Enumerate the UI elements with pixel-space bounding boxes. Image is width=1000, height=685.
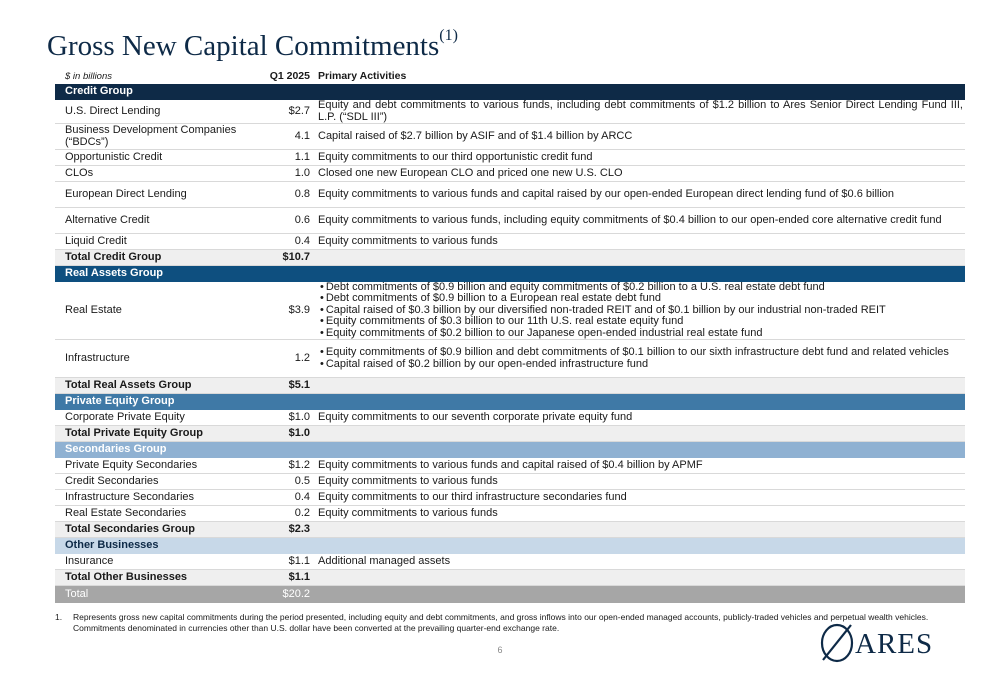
bullet-list — [318, 347, 963, 370]
table-row: European Direct Lending 0.8 Equity commitments to various funds and capital raised by our open-ended European direct lending fund of $0.6 billion — [55, 182, 965, 208]
table-row: Credit Secondaries 0.5 Equity commitments to various funds — [55, 474, 965, 490]
capital-commitments-table — [55, 70, 965, 603]
bullet-item: • Capital raised of $0.3 billion by our diversified non-traded REIT and of $0.1 billion by our industrial non-traded REIT — [318, 305, 963, 317]
total-row-private-equity: Total Private Equity Group $1.0 — [55, 426, 965, 442]
units-label: $ in billions — [65, 71, 112, 83]
bullet-item: • Capital raised of $0.2 billion by our open-ended infrastructure fund — [318, 359, 963, 371]
table-row: Business Development Companies (“BDCs”) 4.1 Capital raised of $2.7 billion by ASIF and of $1.4 billion by ARCC — [55, 124, 965, 150]
page-title: Gross New Capital Commitments$^{(1)}$ — [47, 27, 458, 62]
page-number: 6 — [497, 645, 503, 655]
table-row: U.S. Direct Lending $2.7 Equity and debt commitments to various funds, including debt commitments of $1.2 billion to Ares Senior Direct Lending Fund III, L.P. (“SDL III”) — [55, 100, 965, 124]
table-row: Private Equity Secondaries $1.2 Equity commitments to various funds and capital raised of $0.4 billion by APMF — [55, 458, 965, 474]
ares-logo — [819, 622, 959, 664]
group-header-other: Other Businesses — [55, 538, 965, 554]
group-header-real-assets: Real Assets Group — [55, 266, 965, 282]
table-row: Corporate Private Equity $1.0 Equity commitments to our seventh corporate private equity fund — [55, 410, 965, 426]
footnote-number: 1. — [55, 612, 63, 622]
ares-wordmark: ARES — [855, 628, 934, 660]
title-footnote-marker: (1) — [439, 27, 458, 45]
bullet-item: • Equity commitments of $0.9 billion and debt commitments of $0.1 billion to our sixth infrastructure debt fund and related vehicles — [318, 347, 963, 359]
table-row: Real Estate Secondaries 0.2 Equity commitments to various funds — [55, 506, 965, 522]
bullet-item: • Equity commitments of $0.2 billion to our Japanese open-ended industrial real estate fund — [318, 328, 963, 340]
bullet-item: • Debt commitments of $0.9 billion and equity commitments of $0.2 billion to a U.S. real estate debt fund — [318, 282, 963, 294]
bullet-item: • Equity commitments of $0.3 billion to our 11th U.S. real estate equity fund — [318, 316, 963, 328]
total-row-real-assets: Total Real Assets Group $5.1 — [55, 378, 965, 394]
total-row-credit: Total Credit Group $10.7 — [55, 250, 965, 266]
group-header-credit: Credit Group — [55, 84, 965, 100]
bullet-list — [318, 282, 963, 340]
table-row-real-estate: Real Estate $3.9 • Debt commitments of $0.9 billion and equity commitments of $0.2 billion to a U.S. real estate debt fund • Debt commitments of $0.9 billion to a European real estate debt fund • Capital raised of $0.3 billion by our diversified non-traded REIT and of $0.1 billion by our industrial non-traded REIT • Equity commitments of $0.3 billion to our 11th U.S. real estate equity fund • Equity commitments of $0.2 billion to our Japanese open-ended industrial real estate fund — [55, 282, 965, 340]
table-row-infrastructure: Infrastructure 1.2 • Equity commitments of $0.9 billion and debt commitments of $0.1 billion to our sixth infrastructure debt fund and related vehicles • Capital raised of $0.2 billion by our open-ended infrastructure fund — [55, 340, 965, 378]
table-row: Liquid Credit 0.4 Equity commitments to various funds — [55, 234, 965, 250]
activities-header: Primary Activities — [318, 70, 407, 83]
table-row: Opportunistic Credit 1.1 Equity commitments to our third opportunistic credit fund — [55, 150, 965, 166]
table-row: Insurance $1.1 Additional managed assets — [55, 554, 965, 570]
ares-emblem-icon — [819, 622, 857, 664]
period-header: Q1 2025 — [269, 70, 310, 83]
footnote-text: Represents gross new capital commitments during the period presented, including equity and debt commitments, and gross inflows into our open-ended managed accounts, publicly-traded vehicles and perpetual wealth vehicles. Commitments denominated in currencies other than U.S. dollar have been converted at the prevailing quarter-end exchange rate. — [73, 612, 929, 634]
table-header — [55, 70, 965, 84]
table-row: Infrastructure Secondaries 0.4 Equity commitments to our third infrastructure secondaries fund — [55, 490, 965, 506]
group-header-secondaries: Secondaries Group — [55, 442, 965, 458]
table-row: Alternative Credit 0.6 Equity commitments to various funds, including equity commitments of $0.4 billion to our open-ended core alternative credit fund — [55, 208, 965, 234]
table-row: CLOs 1.0 Closed one new European CLO and priced one new U.S. CLO — [55, 166, 965, 182]
grand-total-row: Total $20.2 — [55, 586, 965, 603]
total-row-other: Total Other Businesses $1.1 — [55, 570, 965, 586]
bullet-item: • Debt commitments of $0.9 billion to a European real estate debt fund — [318, 293, 963, 305]
group-header-private-equity: Private Equity Group — [55, 394, 965, 410]
total-row-secondaries: Total Secondaries Group $2.3 — [55, 522, 965, 538]
